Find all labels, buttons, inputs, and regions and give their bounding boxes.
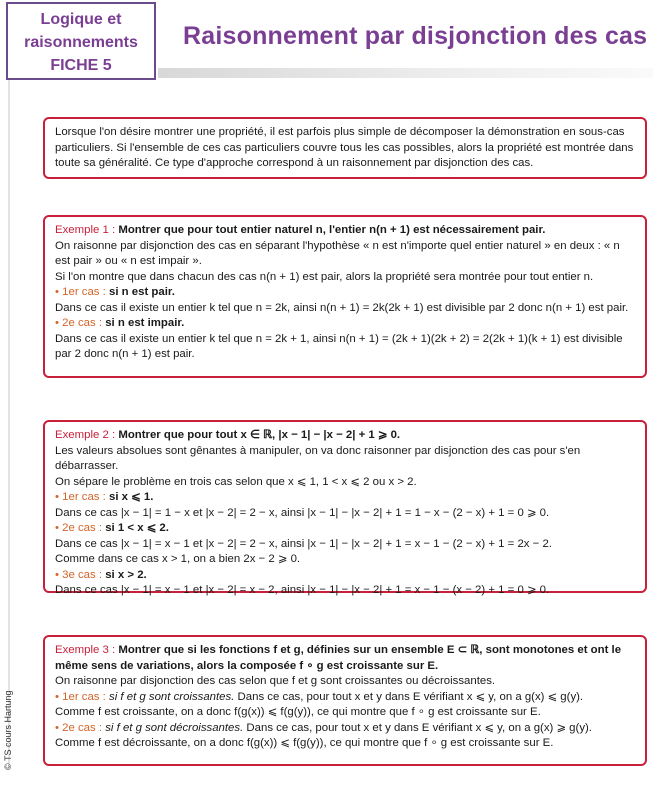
example2-line1: Les valeurs absolues sont gênantes à manipuler, on va donc raisonner par disjonction des cas pour s'en débarrasser.	[55, 444, 581, 472]
example1-line1: On raisonne par disjonction des cas en séparant l'hypothèse « n est n'importe quel entier naturel » en deux : « n est pair » ou « n est impair ».	[55, 239, 620, 267]
left-margin-rule	[8, 80, 10, 770]
example2-box	[43, 420, 647, 596]
example2-label: Exemple 2 :	[55, 429, 116, 441]
fiche-label-box	[6, 2, 156, 80]
example1-label: Exemple 1 :	[55, 224, 116, 236]
example1-case1-label: • 1er cas :	[55, 286, 106, 298]
example2-case1-cond: si x ⩽ 1.	[109, 491, 154, 503]
example2-case3-label: • 3e cas :	[55, 568, 103, 581]
example2-statement: Montrer que pour tout x ∈ ℝ, |x − 1| − |x − 2| + 1 ⩾ 0.	[118, 429, 401, 441]
example3-statement: Montrer que si les fonctions f et g, définies sur un ensemble E ⊂ ℝ, sont monotones et ont le même sens de variations, alors la composée f ∘ g est croissante sur E.	[55, 644, 622, 672]
example1-case1-cond: si n est pair.	[109, 286, 175, 298]
example2-case1-text: Dans ce cas |x − 1| = 1 − x et |x − 2| = 2 − x, ainsi |x − 1| − |x − 2| + 1 = 1 − x − (2 − x) + 1 = 0 ⩾ 0.	[55, 506, 550, 519]
example2-case2-cond: si 1 < x ⩽ 2.	[105, 522, 169, 534]
copyright-notice: © TS cours Hartung	[3, 690, 13, 770]
example1-case2-cond: si n est impair.	[105, 317, 185, 329]
example1-case2-label: • 2e cas :	[55, 317, 103, 329]
example3-case2-extra: Comme f est décroissante, on a donc f(g(x)) ⩽ f(g(y)), ce qui montre que f ∘ g est croissante sur E.	[55, 737, 554, 749]
example3-case1-extra: Comme f est croissante, on a donc f(g(x)) ⩽ f(g(y)), ce qui montre que f ∘ g est croissante sur E.	[55, 706, 541, 718]
fiche-topic-line1: Logique et	[40, 11, 122, 28]
example2-case3-cond: si x > 2.	[105, 568, 147, 581]
example3-label: Exemple 3 :	[55, 644, 116, 656]
example2-case2-extra: Comme dans ce cas x > 1, on a bien 2x − 2 ⩾ 0.	[55, 553, 301, 565]
example2-case2-label: • 2e cas :	[55, 522, 103, 534]
example2-line2: On sépare le problème en trois cas selon que x ⩽ 1, 1 < x ⩽ 2 ou x > 2.	[55, 475, 417, 488]
example3-case1-cond: si f et g sont croissantes.	[109, 690, 235, 703]
header-divider	[158, 68, 653, 78]
example3-case2-cond: si f et g sont décroissantes.	[105, 721, 244, 734]
fiche-number: FICHE 5	[50, 57, 112, 74]
example3-case1-label: • 1er cas :	[55, 690, 106, 703]
example2-case3-text: Dans ce cas |x − 1| = x − 1 et |x − 2| = x − 2, ainsi |x − 1| − |x − 2| + 1 = x − 1 − (x − 2) + 1 = 0 ⩾ 0.	[55, 584, 550, 596]
example3-case1-text: Dans ce cas, pour tout x et y dans E vérifiant x ⩽ y, on a g(x) ⩽ g(y).	[237, 690, 584, 703]
example1-box	[43, 215, 647, 378]
example3-case2-label: • 2e cas :	[55, 721, 103, 734]
fiche-topic-line2: raisonnements	[24, 34, 138, 51]
example3-case2-text: Dans ce cas, pour tout x et y dans E vérifiant x ⩽ y, on a g(x) ⩾ g(y).	[246, 721, 592, 734]
page-title: Raisonnement par disjonction des cas	[183, 22, 648, 50]
example3-box	[43, 635, 647, 766]
example2-case2-text: Dans ce cas |x − 1| = x − 1 et |x − 2| = 2 − x, ainsi |x − 1| − |x − 2| + 1 = x − 1 − (2 − x) + 1 = 2x − 2.	[55, 537, 552, 550]
example3-line1: On raisonne par disjonction des cas selon que f et g sont croissantes ou décroissantes.	[55, 675, 496, 687]
example1-case2-text: Dans ce cas il existe un entier k tel que n = 2k + 1, ainsi n(n + 1) = (2k + 1)(2k + 2) = 2(2k + 1)(k + 1) est divisible par 2 donc n(n + 1) est pair.	[55, 332, 623, 360]
example1-statement: Montrer que pour tout entier naturel n, l'entier n(n + 1) est nécessairement pair.	[118, 224, 546, 236]
example1-line2: Si l'on montre que dans chacun des cas n(n + 1) est pair, alors la propriété sera montrée pour tout entier n.	[55, 270, 594, 283]
intro-box	[43, 117, 647, 179]
example2-case1-label: • 1er cas :	[55, 491, 106, 503]
example1-case1-text: Dans ce cas il existe un entier k tel que n = 2k, ainsi n(n + 1) = 2k(2k + 1) est divisible par 2 donc n(n + 1) est pair.	[55, 301, 629, 314]
intro-text: Lorsque l'on désire montrer une propriété, il est parfois plus simple de décomposer la démonstration en sous-cas particuliers. Si l'ensemble de ces cas particuliers couvre tous les cas possibles, alors la propriété est montrée dans toute sa généralité. Ce type d'approche correspond à un raisonnement par disjonction des cas.	[55, 126, 634, 169]
